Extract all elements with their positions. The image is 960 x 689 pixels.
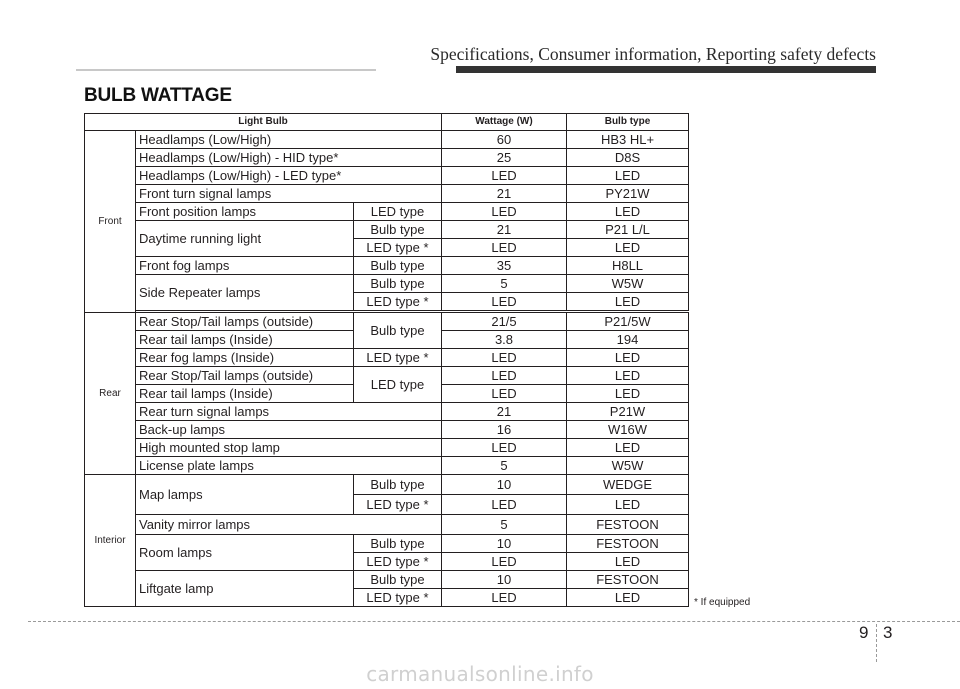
row-bulb-type: W5W xyxy=(567,457,689,475)
table-row xyxy=(85,257,689,275)
row-bulb-type: P21/5W xyxy=(567,313,689,331)
row-subtype: Bulb type xyxy=(354,275,442,293)
row-bulb-type: H8LL xyxy=(567,257,689,275)
row-subtype: Bulb type xyxy=(354,535,442,553)
row-wattage: LED xyxy=(442,293,567,311)
row-wattage: LED xyxy=(442,167,567,185)
row-bulb-type: LED xyxy=(567,495,689,515)
section-title: BULB WATTAGE xyxy=(84,85,232,106)
row-subtype: LED type * xyxy=(354,589,442,607)
row-wattage: 60 xyxy=(442,131,567,149)
row-name: High mounted stop lamp xyxy=(136,439,442,457)
row-bulb-type: D8S xyxy=(567,149,689,167)
row-wattage: 3.8 xyxy=(442,331,567,349)
row-bulb-type: W16W xyxy=(567,421,689,439)
row-wattage: 21/5 xyxy=(442,313,567,331)
row-subtype: LED type * xyxy=(354,239,442,257)
row-bulb-type: LED xyxy=(567,349,689,367)
row-name: Headlamps (Low/High) - LED type* xyxy=(136,167,442,185)
row-bulb-type: 194 xyxy=(567,331,689,349)
row-bulb-type: LED xyxy=(567,203,689,221)
table-row xyxy=(85,275,689,293)
row-subtype: Bulb type xyxy=(354,313,442,349)
row-bulb-type: FESTOON xyxy=(567,571,689,589)
footnote: * If equipped xyxy=(694,597,751,608)
row-bulb-type: LED xyxy=(567,239,689,257)
row-name: Rear Stop/Tail lamps (outside) xyxy=(136,313,354,331)
row-wattage: LED xyxy=(442,439,567,457)
col-header-light-bulb: Light Bulb xyxy=(85,114,442,131)
row-bulb-type: PY21W xyxy=(567,185,689,203)
row-name: Front position lamps xyxy=(136,203,354,221)
row-subtype: Bulb type xyxy=(354,257,442,275)
row-wattage: LED xyxy=(442,589,567,607)
row-name: Front turn signal lamps xyxy=(136,185,442,203)
row-name: Liftgate lamp xyxy=(136,571,354,607)
row-bulb-type: FESTOON xyxy=(567,535,689,553)
row-wattage: LED xyxy=(442,349,567,367)
row-subtype: Bulb type xyxy=(354,571,442,589)
row-wattage: LED xyxy=(442,367,567,385)
row-bulb-type: P21W xyxy=(567,403,689,421)
row-subtype: LED type xyxy=(354,203,442,221)
row-bulb-type: HB3 HL+ xyxy=(567,131,689,149)
row-subtype: LED type xyxy=(354,367,442,403)
table-row xyxy=(85,203,689,221)
row-bulb-type: LED xyxy=(567,293,689,311)
table-row xyxy=(85,367,689,385)
table-row xyxy=(85,457,689,475)
row-wattage: 21 xyxy=(442,185,567,203)
row-subtype: Bulb type xyxy=(354,475,442,495)
row-name: Rear tail lamps (Inside) xyxy=(136,331,354,349)
table-row xyxy=(85,221,689,239)
row-wattage: 21 xyxy=(442,221,567,239)
row-wattage: 10 xyxy=(442,535,567,553)
table-row xyxy=(85,475,689,495)
row-wattage: LED xyxy=(442,385,567,403)
row-bulb-type: LED xyxy=(567,439,689,457)
row-wattage: 10 xyxy=(442,475,567,495)
header-rule xyxy=(76,66,876,74)
row-name: Headlamps (Low/High) - HID type* xyxy=(136,149,442,167)
row-subtype: LED type * xyxy=(354,553,442,571)
row-name: Daytime running light xyxy=(136,221,354,257)
row-name: Side Repeater lamps xyxy=(136,275,354,311)
row-name: Map lamps xyxy=(136,475,354,515)
row-wattage: 5 xyxy=(442,275,567,293)
page-number: 3 xyxy=(883,623,893,642)
group-front: Front xyxy=(85,131,136,313)
header-rule-light xyxy=(76,69,376,71)
table-row xyxy=(85,403,689,421)
row-name: Rear turn signal lamps xyxy=(136,403,442,421)
row-bulb-type: FESTOON xyxy=(567,515,689,535)
col-header-wattage: Wattage (W) xyxy=(442,114,567,131)
row-bulb-type: LED xyxy=(567,167,689,185)
row-bulb-type: P21 L/L xyxy=(567,221,689,239)
group-rear: Rear xyxy=(85,313,136,475)
row-name: Headlamps (Low/High) xyxy=(136,131,442,149)
running-header: Specifications, Consumer information, Reporting safety defects xyxy=(430,44,876,64)
table-row xyxy=(85,313,689,331)
row-name: License plate lamps xyxy=(136,457,442,475)
row-wattage: LED xyxy=(442,495,567,515)
footer-dashed-rule xyxy=(28,621,960,622)
row-wattage: 5 xyxy=(442,515,567,535)
row-name: Front fog lamps xyxy=(136,257,354,275)
row-name: Room lamps xyxy=(136,535,354,571)
table-row xyxy=(85,439,689,457)
row-bulb-type: LED xyxy=(567,367,689,385)
row-name: Vanity mirror lamps xyxy=(136,515,442,535)
row-subtype: Bulb type xyxy=(354,221,442,239)
row-name: Rear tail lamps (Inside) xyxy=(136,385,354,403)
row-wattage: 10 xyxy=(442,571,567,589)
row-wattage: 16 xyxy=(442,421,567,439)
row-wattage: LED xyxy=(442,239,567,257)
group-interior: Interior xyxy=(85,475,136,607)
row-subtype: LED type * xyxy=(354,293,442,311)
row-bulb-type: LED xyxy=(567,385,689,403)
table-row xyxy=(85,167,689,185)
table-header-row xyxy=(85,114,689,131)
row-wattage: 21 xyxy=(442,403,567,421)
table-row xyxy=(85,349,689,367)
row-name: Rear fog lamps (Inside) xyxy=(136,349,354,367)
row-name: Rear Stop/Tail lamps (outside) xyxy=(136,367,354,385)
table-row xyxy=(85,535,689,553)
row-subtype: LED type * xyxy=(354,349,442,367)
row-wattage: 5 xyxy=(442,457,567,475)
row-wattage: LED xyxy=(442,553,567,571)
row-wattage: LED xyxy=(442,203,567,221)
row-subtype: LED type * xyxy=(354,495,442,515)
row-bulb-type: LED xyxy=(567,589,689,607)
table-row xyxy=(85,131,689,149)
row-wattage: 25 xyxy=(442,149,567,167)
row-bulb-type: LED xyxy=(567,553,689,571)
table-row xyxy=(85,571,689,589)
table-row xyxy=(85,149,689,167)
watermark: carmanualsonline.info xyxy=(366,662,594,686)
col-header-bulb-type: Bulb type xyxy=(567,114,689,131)
bulb-wattage-table xyxy=(84,113,689,607)
table-row xyxy=(85,421,689,439)
header-rule-dark xyxy=(456,66,876,73)
table-row xyxy=(85,515,689,535)
row-bulb-type: W5W xyxy=(567,275,689,293)
row-wattage: 35 xyxy=(442,257,567,275)
row-bulb-type: WEDGE xyxy=(567,475,689,495)
page-number-divider xyxy=(876,624,877,662)
table-row xyxy=(85,185,689,203)
row-name: Back-up lamps xyxy=(136,421,442,439)
chapter-number: 9 xyxy=(859,623,869,642)
